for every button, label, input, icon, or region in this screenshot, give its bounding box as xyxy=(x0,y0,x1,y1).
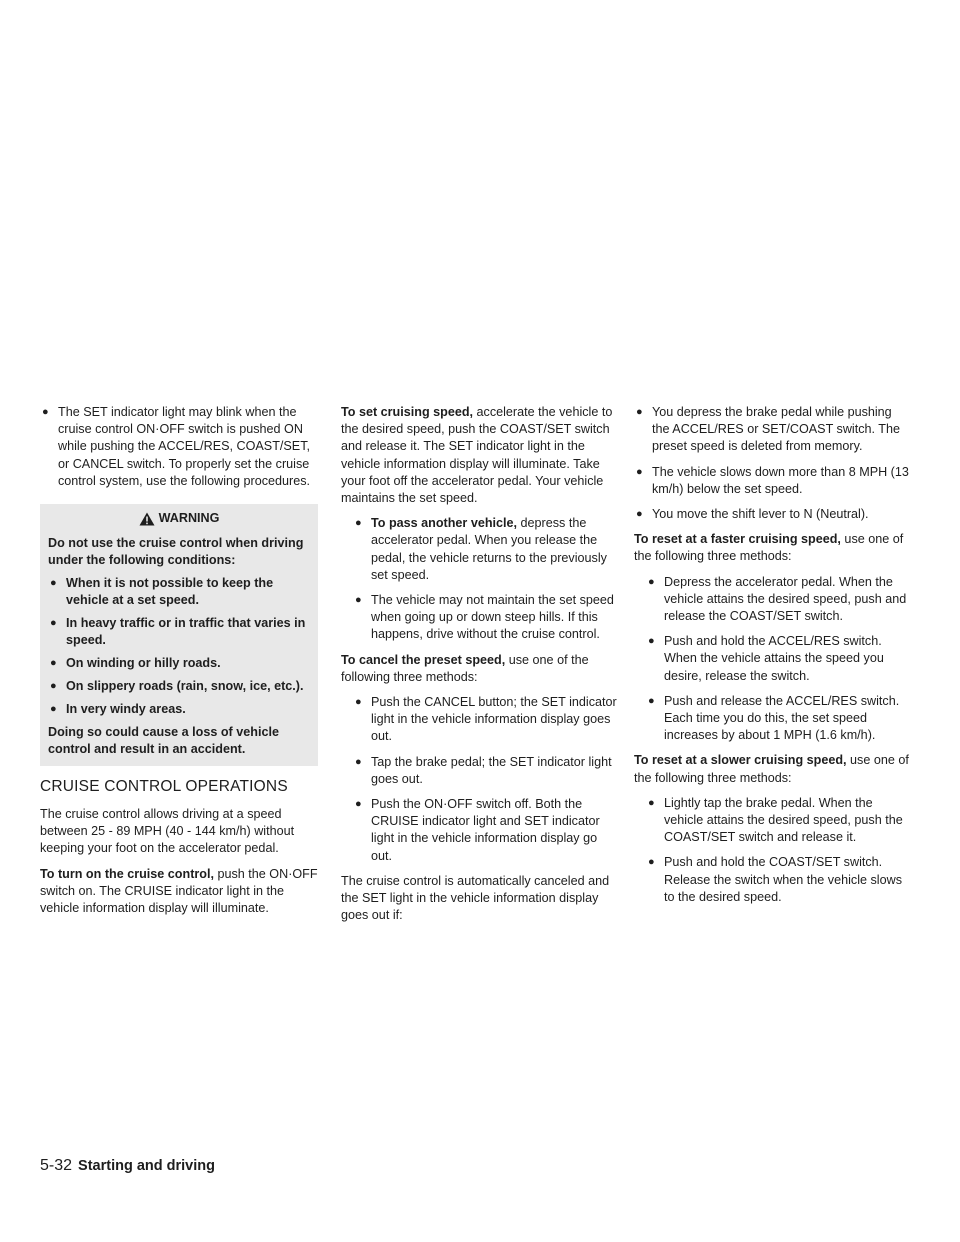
warning-item: ● When it is not possible to keep the vehicle at a set speed. xyxy=(50,576,274,608)
paragraph: The cruise control allows driving at a speed between 25 - 89 MPH (40 - 144 km/h) without keeping your foot on the accelerator pedal. xyxy=(40,807,295,856)
column-right xyxy=(634,404,912,914)
warning-header xyxy=(48,510,310,527)
paragraph: To reset at a slower cruising speed, use one of the following three methods: xyxy=(634,753,909,785)
list-item: ● To pass another vehicle, depress the accelerator pedal. When you release the pedal, the vehicle returns to the previously set speed. xyxy=(355,516,607,582)
section-name: Starting and driving xyxy=(78,1158,215,1174)
list-item: ● Push and release the ACCEL/RES switch. Each time you do this, the set speed increases by about 1 MPH (1.6 km/h). xyxy=(648,693,900,743)
page-number: 5-32 xyxy=(40,1157,73,1174)
list-item: ● Tap the brake pedal; the SET indicator light goes out. xyxy=(355,754,612,786)
warning-item: ● In very windy areas. xyxy=(50,702,186,717)
list-item: ● The vehicle slows down more than 8 MPH (13 km/h) below the set speed. xyxy=(636,464,909,496)
list-item: ● Push and hold the COAST/SET switch. Release the switch when the vehicle slows to the desired speed. xyxy=(648,855,903,904)
paragraph: To turn on the cruise control, push the ON·OFF switch on. The CRUISE indicator light in the vehicle information display will illuminate. xyxy=(40,866,318,916)
column-middle xyxy=(341,404,619,932)
warning-item: ● On slippery roads (rain, snow, ice, etc.). xyxy=(50,679,304,694)
warning-item: ● On winding or hilly roads. xyxy=(50,656,221,671)
list-item: ● Lightly tap the brake pedal. When the vehicle attains the desired speed, push the COAST/SET switch and release it. xyxy=(648,795,903,845)
column-left xyxy=(40,404,318,925)
list-item: ● Push and hold the ACCEL/RES switch. When the vehicle attains the speed you desire, release the switch. xyxy=(648,634,884,683)
warning-intro: Do not use the cruise control when driving under the following conditions: xyxy=(48,536,304,568)
warning-title: WARNING xyxy=(158,511,220,526)
list-item: ● The vehicle may not maintain the set speed when going up or down steep hills. If this happens, drive without the cruise control. xyxy=(355,593,614,642)
warning-triangle-icon xyxy=(139,512,155,526)
bullet-icon: ● xyxy=(42,406,49,418)
warning-outro: Doing so could cause a loss of vehicle control and result in an accident. xyxy=(48,725,279,757)
paragraph: To reset at a faster cruising speed, use one of the following three methods: xyxy=(634,532,904,564)
page-footer xyxy=(40,1157,215,1175)
paragraph: To set cruising speed, accelerate the vehicle to the desired speed, push the COAST/SET switch and release it. The SET indicator light in the vehicle information display will illuminate. Take your foot off the accelerator pedal. Your vehicle maintains the set speed. xyxy=(341,405,613,506)
paragraph: To cancel the preset speed, use one of the following three methods: xyxy=(341,652,589,684)
list-item: ● You move the shift lever to N (Neutral). xyxy=(636,507,869,522)
list-item: ● The SET indicator light may blink when the cruise control ON·OFF switch is pushed ON while pushing the ACCEL/RES, COAST/SET, or CANCEL switch. To properly set the cruise control system, use the following procedures. xyxy=(42,405,310,488)
list-item: ● Depress the accelerator pedal. When the vehicle attains the desired speed, push and release the COAST/SET switch. xyxy=(648,574,907,624)
warning-item: ● In heavy traffic or in traffic that varies in speed. xyxy=(50,616,306,648)
paragraph: The cruise control is automatically canceled and the SET light in the vehicle information display goes out if: xyxy=(341,873,610,923)
section-heading: CRUISE CONTROL OPERATIONS xyxy=(40,778,288,796)
list-item: ● Push the CANCEL button; the SET indicator light in the vehicle information display goes out. xyxy=(355,695,617,744)
list-item: ● Push the ON·OFF switch off. Both the CRUISE indicator light and SET indicator light in the vehicle information display go out. xyxy=(355,797,600,863)
list-item: ● You depress the brake pedal while pushing the ACCEL/RES or SET/COAST switch. The preset speed is deleted from memory. xyxy=(636,405,901,454)
warning-box xyxy=(40,504,318,766)
